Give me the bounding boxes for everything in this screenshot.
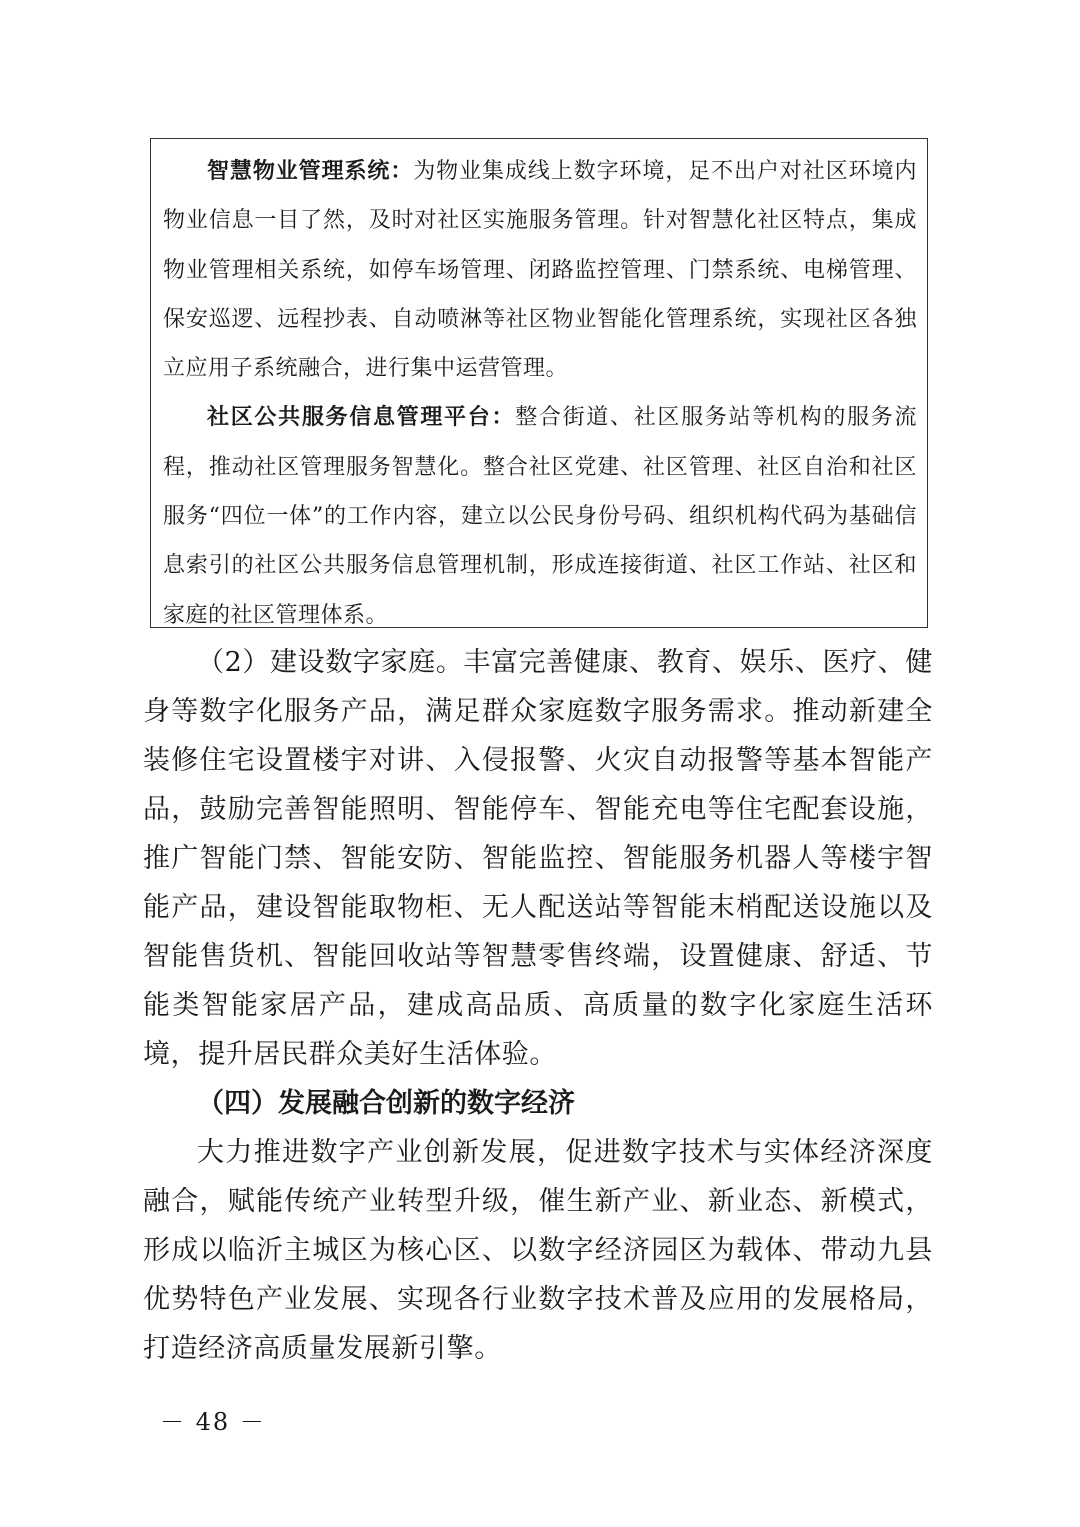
box-paragraph-property-management (163, 147, 917, 393)
box-item-text: 为物业集成线上数字环境，足不出户对社区环境内物业信息一目了然，及时对社区实施服务管理。针对智慧化社区特点，集成物业管理相关系统，如停车场管理、闭路监控管理、门禁系统、电梯管理、保安巡逻、远程抄表、自动喷淋等社区物业智能化管理系统，实现社区各独立应用子系统融合，进行集中运营管理。 (163, 159, 917, 382)
body-text-section-digital-economy (143, 1079, 933, 1373)
info-box (150, 138, 928, 628)
section-heading: （四）发展融合创新的数字经济 (197, 1088, 575, 1119)
body-text-section-digital-home (143, 638, 933, 1079)
box-item-title: 智慧物业管理系统： (207, 158, 414, 184)
box-item-text: 整合街道、社区服务站等机构的服务流程，推动社区管理服务智慧化。整合社区党建、社区管理、社区自治和社区服务“四位一体”的工作内容，建立以公民身份号码、组织机构代码为基础信息索引的社区公共服务信息管理机制，形成连接街道、社区工作站、社区和家庭的社区管理体系。 (163, 405, 917, 628)
paragraph-digital-home: （2）建设数字家庭。丰富完善健康、教育、娱乐、医疗、健身等数字化服务产品，满足群众家庭数字服务需求。推动新建全装修住宅设置楼宇对讲、入侵报警、火灾自动报警等基本智能产品，鼓励完善智能照明、智能停车、智能充电等住宅配套设施，推广智能门禁、智能安防、智能监控、智能服务机器人等楼宇智能产品，建设智能取物柜、无人配送站等智能末梢配送设施以及智能售货机、智能回收站等智慧零售终端，设置健康、舒适、节能类智能家居产品，建成高品质、高质量的数字化家庭生活环境，提升居民群众美好生活体验。 (143, 647, 933, 1070)
page-number: － 48 － (160, 1408, 266, 1436)
box-item-title: 社区公共服务信息管理平台： (207, 404, 516, 431)
box-paragraph-public-service-platform (163, 393, 917, 639)
paragraph-digital-economy: 大力推进数字产业创新发展，促进数字技术与实体经济深度融合，赋能传统产业转型升级，催生新产业、新业态、新模式，形成以临沂主城区为核心区、以数字经济园区为载体、带动九县优势特色产业发展、实现各行业数字技术普及应用的发展格局，打造经济高质量发展新引擎。 (143, 1137, 933, 1364)
